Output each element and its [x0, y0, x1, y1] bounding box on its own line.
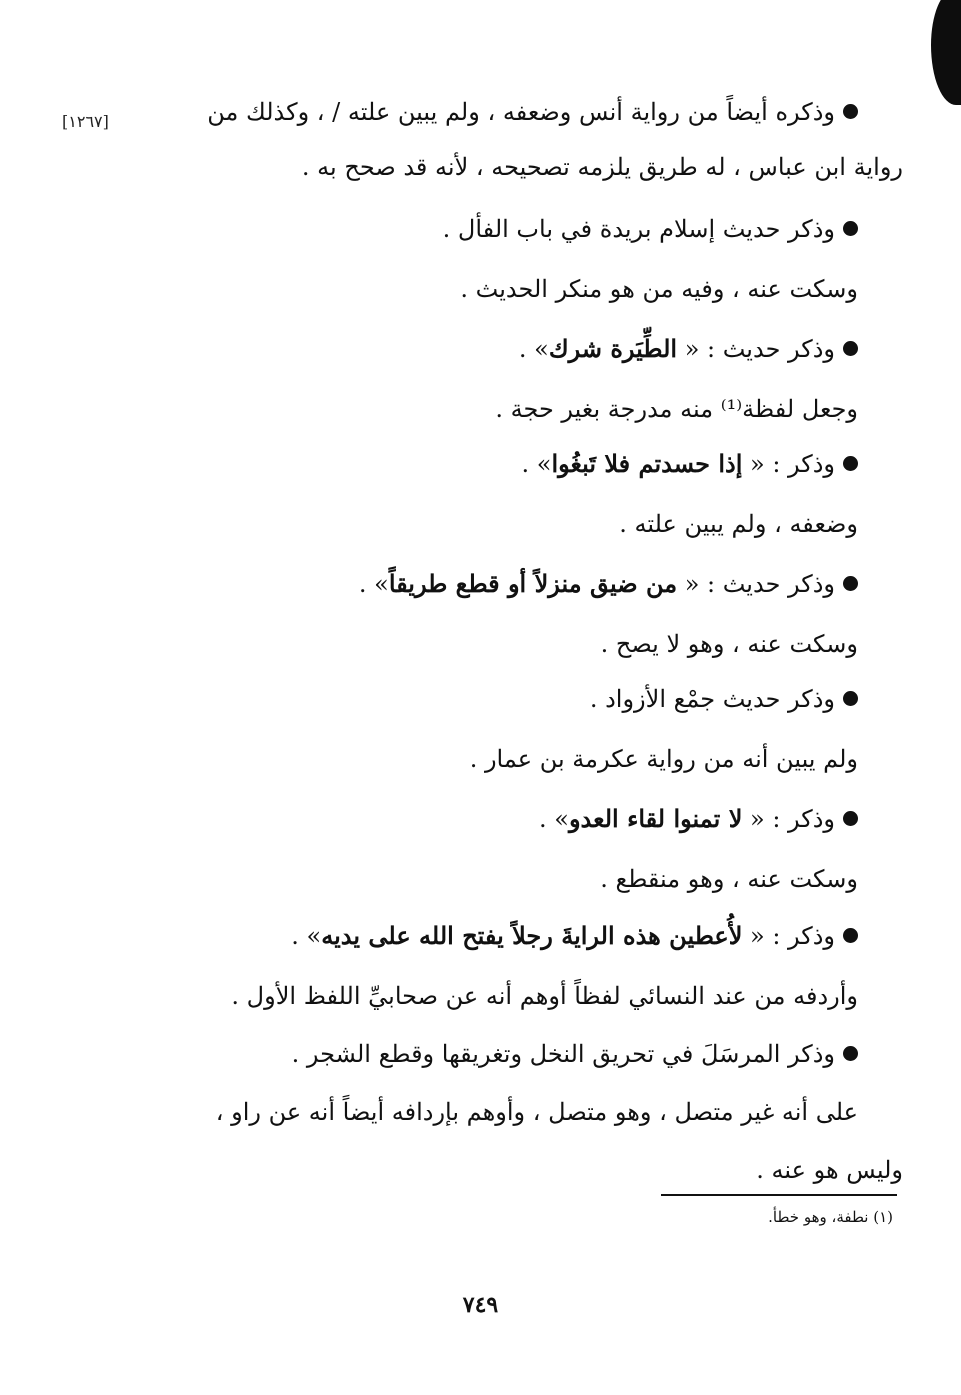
text-line: [756, 1150, 903, 1190]
scan-ink-blot: [931, 0, 961, 105]
bullet-dot: [843, 221, 858, 236]
line-text: وأردفه من عند النسائي لفظاً أوهم أنه عن صحابيِّ اللفظ الأول .: [231, 982, 858, 1010]
text-line: [495, 389, 858, 429]
bullet-line: [292, 1034, 858, 1074]
bullet-line: [521, 444, 858, 484]
margin-reference: [١٢٦٧]: [62, 112, 109, 131]
line-text: وسكت عنه ، وهو منقطع .: [600, 865, 858, 893]
bullet-dot: [843, 104, 858, 119]
line-text: وذكر حديث إسلام بريدة في باب الفأل .: [442, 215, 835, 243]
line-text: وليس هو عنه .: [756, 1156, 903, 1184]
line-prefix: وذكر : «: [742, 922, 835, 950]
line-text: وذكره أيضاً من رواية أنس وضعفه ، ولم يبين علته / ، وكذلك من: [207, 98, 835, 126]
bullet-dot: [843, 576, 858, 591]
bullet-dot: [843, 456, 858, 471]
bullet-dot: [843, 341, 858, 356]
text-line: [231, 976, 858, 1016]
line-suffix: » .: [518, 335, 549, 363]
line-text: ولم يبين أنه من رواية عكرمة بن عمار .: [469, 745, 858, 773]
text-line: [216, 1092, 858, 1132]
text-line: [460, 269, 858, 309]
text-line: [470, 739, 858, 779]
hadith-quote: لا تمنوا لقاء العدو: [568, 804, 743, 833]
hadith-quote: لأُعطين هذه الرايةَ رجلاً يفتح الله على يديه: [321, 921, 743, 950]
line-suffix: » .: [521, 450, 552, 478]
line-prefix: وذكر : «: [742, 805, 835, 833]
bullet-line: [590, 679, 858, 719]
line-suffix: » .: [539, 805, 569, 833]
line-text: وضعفه ، ولم يبين علته .: [619, 510, 858, 538]
text-line: [600, 859, 858, 899]
footnote: (١) نطفة، وهو خطأ.: [768, 1208, 893, 1226]
text-line: [302, 147, 903, 187]
line-text: على أنه غير متصل ، وهو متصل ، وأوهم بإردافه أيضاً أنه عن راو ،: [215, 1098, 858, 1126]
line-suffix: » .: [358, 570, 389, 598]
bullet-line: [359, 564, 858, 604]
line-text: وجعل لفظة⁽¹⁾ منه مدرجة بغير حجة .: [495, 395, 858, 423]
line-prefix: وذكر حديث : «: [677, 570, 835, 598]
bullet-dot: [843, 928, 858, 943]
text-line: [619, 504, 858, 544]
text-line: [601, 624, 858, 664]
bullet-dot: [843, 1046, 858, 1061]
line-text: وذكر حديث جمْع الأزواد .: [589, 685, 835, 713]
bullet-dot: [843, 811, 858, 826]
page-number: ٧٤٩: [462, 1292, 499, 1318]
bullet-line: [291, 916, 858, 956]
line-text: وذكر المرسَلَ في تحريق النخل وتغريقها وقطع الشجر .: [291, 1040, 835, 1068]
line-prefix: وذكر حديث : «: [677, 335, 835, 363]
bullet-line: [539, 799, 858, 839]
line-text: وسكت عنه ، وهو لا يصح .: [600, 630, 858, 658]
bullet-line: [443, 209, 858, 249]
footnote-rule: [661, 1194, 897, 1196]
line-text: رواية ابن عباس ، له طريق يلزمه تصحيحه ، لأنه قد صحح به .: [301, 153, 903, 181]
line-suffix: » .: [291, 922, 322, 950]
line-text: وسكت عنه ، وفيه من هو منكر الحديث .: [460, 275, 858, 303]
line-prefix: وذكر : «: [742, 450, 835, 478]
bullet-line: [207, 92, 858, 132]
bullet-line: [519, 329, 858, 369]
bullet-dot: [843, 691, 858, 706]
hadith-quote: الطِّيَرة شرك: [548, 334, 678, 363]
hadith-quote: إذا حسدتم فلا تَبغُوا: [551, 449, 743, 478]
hadith-quote: من ضيق منزلاً أو قطع طريقاً: [388, 569, 678, 598]
